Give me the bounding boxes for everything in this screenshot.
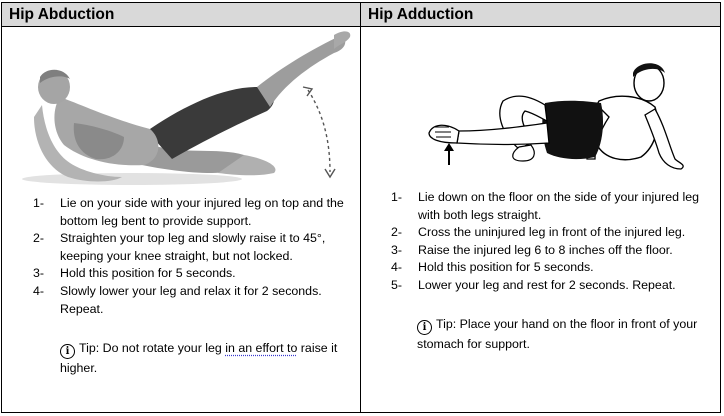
step-text: Cross the uninjured leg in front of the injured leg. [418, 225, 686, 240]
step-number: 3- [391, 242, 403, 257]
step-text: Hold this position for 5 seconds. [418, 260, 594, 275]
step-number: 1- [391, 190, 403, 204]
tip-suffix: raise it higher. [60, 341, 338, 375]
hip-adduction-steps [391, 189, 717, 295]
step-item [391, 242, 717, 260]
step-item [391, 277, 717, 295]
hip-abduction-illustration [12, 27, 352, 192]
step-number: 4- [391, 260, 403, 275]
step-text: Lower your leg and rest for 2 seconds. Repeat. [418, 277, 676, 292]
info-icon: i [417, 320, 432, 335]
hip-adduction-illustration [419, 35, 709, 175]
step-item [391, 259, 717, 277]
step-number: 4- [33, 283, 45, 298]
info-icon: i [60, 344, 75, 359]
hip-adduction-panel [360, 2, 721, 413]
step-text: Hold this position for 5 seconds. [60, 266, 236, 281]
step-number: 2- [33, 231, 45, 246]
step-item [391, 224, 717, 242]
step-number: 5- [391, 277, 403, 292]
step-item [391, 189, 717, 224]
hip-abduction-tip [60, 339, 340, 377]
tip-text: Tip: Place your hand on the floor in front of your stomach for support. [417, 317, 698, 351]
step-item [33, 283, 351, 318]
hip-abduction-panel [1, 2, 361, 413]
hip-abduction-steps [33, 195, 351, 318]
step-number: 3- [33, 266, 45, 281]
step-text: Slowly lower your leg and relax it for 2 seconds. Repeat. [60, 283, 322, 316]
step-item [33, 265, 351, 283]
step-text: Lie down on the floor on the side of your injured leg with both legs straight. [418, 190, 700, 222]
step-item [33, 195, 351, 230]
tip-underlined-text: in an effort to [225, 341, 298, 355]
hip-adduction-tip [417, 315, 715, 353]
tip-prefix: Tip: Do not rotate your leg [79, 341, 226, 355]
step-text: Raise the injured leg 6 to 8 inches off the floor. [418, 242, 673, 257]
step-item [33, 230, 351, 265]
hip-adduction-title: Hip Adduction [361, 3, 720, 27]
step-number: 1- [33, 196, 45, 210]
step-text: Lie on your side with your injured leg on top and the bottom leg bent to provide support. [60, 196, 344, 228]
step-number: 2- [391, 225, 403, 240]
hip-abduction-title: Hip Abduction [2, 3, 360, 27]
step-text: Straighten your top leg and slowly raise it to 45°, keeping your knee straight, but not locked. [60, 231, 326, 263]
